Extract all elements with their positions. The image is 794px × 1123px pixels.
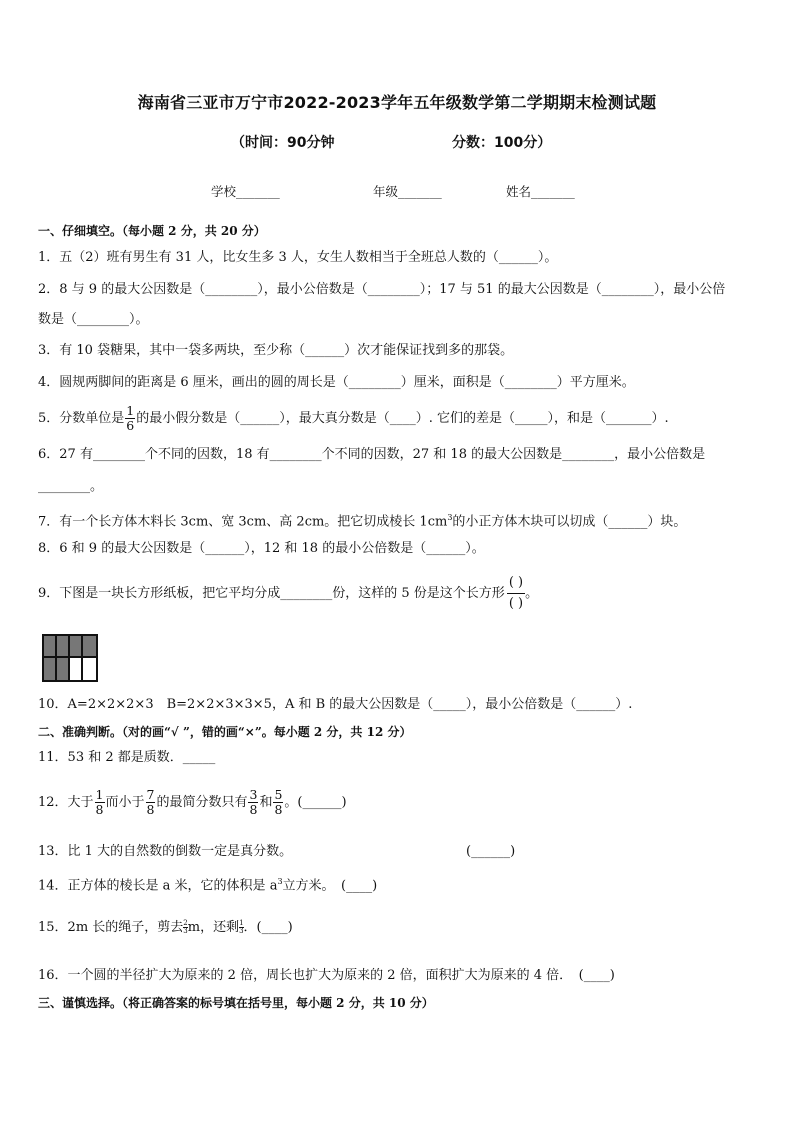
question-7: 7．有一个长方体木料长 3cm、宽 3cm、高 2cm。把它切成棱长 $1cm^3$的小正方体木块可以切成（______）块。 [38,513,687,530]
grade-field: 年级_______ [373,184,442,199]
question-5: 5．分数单位是 $\frac{1}{6}$ 的最小假分数是（______），最大真分数是（____）. 它们的差是（_____），和是（_______）. [38,403,669,433]
fraction-five-eighths: $\frac{5}{8}$ [274,787,283,817]
grid-cell-shaded [69,635,82,657]
exam-score: 分数：100分） [452,135,552,151]
grid-cell-shaded [82,635,97,657]
question-15: 15．2m 长的绳子，剪去 $\frac{2}{3}$ m，还剩 $\frac{1}{3}$ ．(____) [38,919,293,935]
section-2-heading: 二、准确判断。（对的画“√ ”，错的画“×”。每小题 2 分，共 12 分） [38,725,412,739]
page-title: 海南省三亚市万宁市2022-2023学年五年级数学第二学期期末检测试题 [137,93,657,112]
question-13-blank: (______) [466,844,516,859]
question-10: 10．A=2×2×2×3 B=2×2×3×3×5，A 和 B 的最大公因数是（_____），最小公倍数是（______）. [38,697,633,712]
question-3: 3．有 10 袋糖果，其中一袋多两块，至少称（______）次才能保证找到多的那袋。 [38,343,514,358]
blank-fraction: ( ) ( ) [508,575,524,611]
question-11: 11．53 和 2 都是质数．_____ [38,750,216,765]
question-1: 1．五（2）班有男生有 31 人，比女生多 3 人，女生人数相当于全班总人数的（______）。 [38,250,558,265]
exam-time: （时间：90分钟 [231,135,335,151]
rectangle-grid-figure [42,634,98,682]
question-12: 12．大于 $\frac{1}{8}$ 而小于 $\frac{7}{8}$ 的最简分数只有 $\frac{3}{8}$ 和 $\frac{5}{8}$ 。(______) [38,787,347,817]
question-2-line-1: 2．8 与 9 的最大公因数是（________），最小公倍数是（________）；17 与 51 的最大公因数是（________），最小公倍 [38,282,726,297]
question-4: 4．圆规两脚间的距离是 6 厘米，画出的圆的周长是（________）厘米，面积是（________）平方厘米。 [38,375,635,390]
grid-cell-shaded [56,635,69,657]
name-field: 姓名_______ [506,184,575,199]
question-16: 16．一个圆的半径扩大为原来的 2 倍，周长也扩大为原来的 2 倍，面积扩大为原来的 4 倍． (____) [38,968,615,983]
grid-cell-shaded [56,657,69,681]
grid-cell-empty [82,657,97,681]
section-3-heading: 三、谨慎选择。（将正确答案的标号填在括号里，每小题 2 分，共 10 分） [38,996,434,1010]
grid-cell-shaded [43,635,56,657]
grid-cell-shaded [43,657,56,681]
fraction-one-sixth: $\frac{1}{6}$ [126,403,135,433]
question-8: 8．6 和 9 的最大公因数是（______），12 和 18 的最小公倍数是（______）。 [38,541,485,556]
question-6-line-2: ________。 [38,479,104,494]
school-field: 学校_______ [211,184,280,199]
grid-cell-empty [69,657,82,681]
fraction-three-eighths: $\frac{3}{8}$ [249,787,258,817]
fraction-one-third: $\frac{1}{3}$ [239,919,244,935]
question-6-line-1: 6．27 有________个不同的因数，18 有________个不同的因数，27 和 18 的最大公因数是________，最小公倍数是 [38,447,706,462]
question-2-line-2: 数是（________）。 [38,312,149,327]
question-9: 9．下图是一块长方形纸板，把它平均分成________份，这样的 5 份是这个长方形 ( ) ( ) 。 [38,572,538,616]
fraction-one-eighth: $\frac{1}{8}$ [95,787,104,817]
fraction-seven-eighths: $\frac{7}{8}$ [146,787,155,817]
section-1-heading: 一、仔细填空。（每小题 2 分，共 20 分） [38,224,266,238]
fraction-two-thirds: $\frac{2}{3}$ [183,919,188,935]
question-13: 13．比 1 大的自然数的倒数一定是真分数。 [38,844,293,859]
question-14: 14．正方体的棱长是 a 米，它的体积是 $a^3$立方米。 (____) [38,877,378,894]
